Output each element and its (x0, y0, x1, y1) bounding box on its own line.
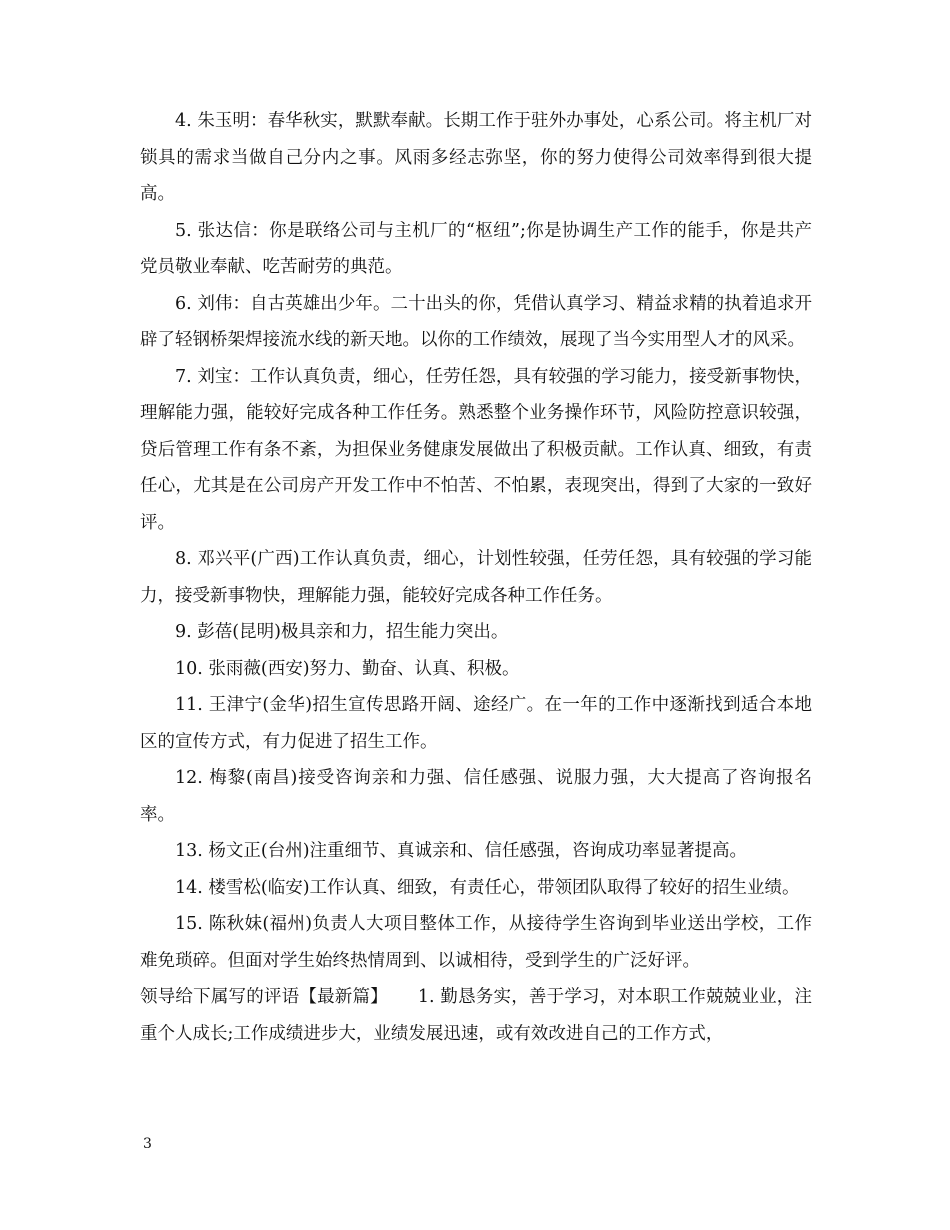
paragraph-11: 11. 王津宁(金华)招生宣传思路开阔、途经广。在一年的工作中逐渐找到适合本地区的宣传方式，有力促进了招生工作。 (140, 695, 812, 752)
paragraph-4: 4. 朱玉明：春华秋实，默默奉献。长期工作于驻外办事处，心系公司。将主机厂对锁具的需求当做自己分内之事。风雨多经志弥坚，你的努力使得公司效率得到很大提高。 (140, 111, 812, 204)
paragraph-7: 7. 刘宝：工作认真负责，细心，任劳任怨，具有较强的学习能力，接受新事物快，理解能力强，能较好完成各种工作任务。熟悉整个业务操作环节，风险防控意识较强，贷后管理工作有条不紊，为担保业务健康发展做出了积极贡献。工作认真、细致，有责任心，尤其是在公司房产开发工作中不怕苦、不怕累，表现突出，得到了大家的一致好评。 (140, 366, 812, 533)
paragraph-8: 8. 邓兴平(广西)工作认真负责，细心，计划性较强，任劳任怨，具有较强的学习能力，接受新事物快，理解能力强，能较好完成各种工作任务。 (140, 549, 812, 606)
section-heading: 领导给下属写的评语【最新篇】 (140, 987, 388, 1007)
section-first-item: 1. 勤恳务实，善于学习，对本职工作兢兢业业，注重个人成长;工作成绩进步大，业绩发展迅速，或有效改进自己的工作方式， (140, 987, 813, 1044)
paragraph-13: 13. 杨文正(台州)注重细节、真诚亲和、信任感强，咨询成功率显著提高。 (175, 841, 748, 861)
paragraph-14: 14. 楼雪松(临安)工作认真、细致，有责任心，带领团队取得了较好的招生业绩。 (175, 877, 800, 898)
document-body (140, 103, 812, 1052)
paragraph-15: 15. 陈秋妹(福州)负责人大项目整体工作，从接待学生咨询到毕业送出学校，工作难免琐碎。但面对学生始终热情周到、以诚相待，受到学生的广泛好评。 (140, 914, 812, 971)
paragraph-5: 5. 张达信：你是联络公司与主机厂的“枢纽”;你是协调生产工作的能手，你是共产党员敬业奉献、吃苦耐劳的典范。 (140, 220, 812, 277)
page-number: 3 (143, 1136, 152, 1152)
paragraph-12: 12. 梅黎(南昌)接受咨询亲和力强、信任感强、说服力强，大大提高了咨询报名率。 (140, 768, 812, 825)
paragraph-6: 6. 刘伟：自古英雄出少年。二十出头的你，凭借认真学习、精益求精的执着追求开辟了轻钢桥架焊接流水线的新天地。以你的工作绩效，展现了当今实用型人才的风采。 (140, 293, 812, 350)
paragraph-10: 10. 张雨薇(西安)努力、勤奋、认真、积极。 (175, 658, 520, 679)
final-paragraph (140, 979, 812, 1052)
paragraph-9: 9. 彭蓓(昆明)极具亲和力，招生能力突出。 (175, 622, 509, 642)
